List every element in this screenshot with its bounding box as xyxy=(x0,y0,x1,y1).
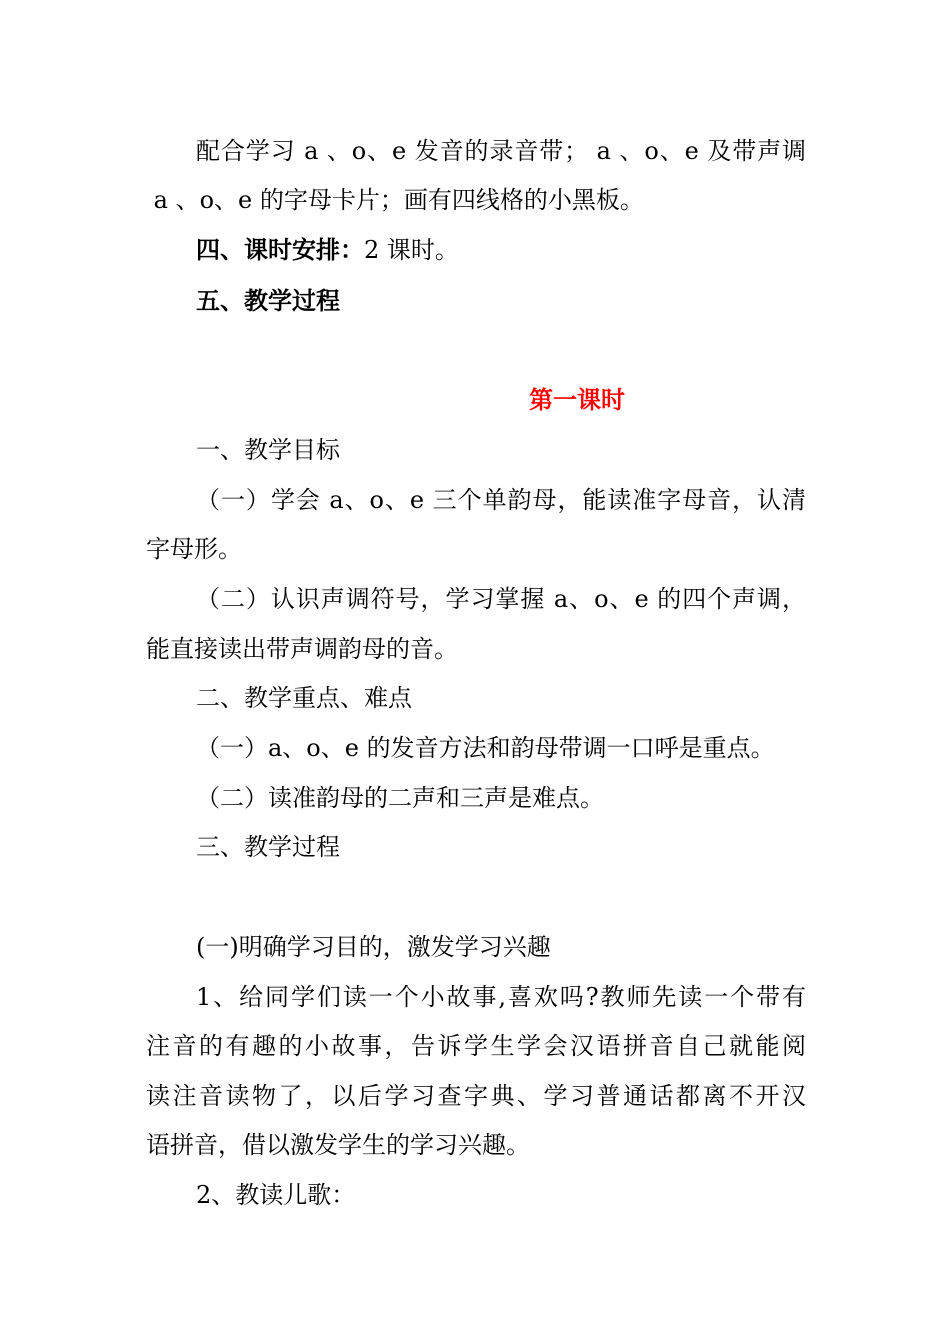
section-4-value: 2 课时。 xyxy=(364,236,459,264)
paragraph-1-line-1: 1、给同学们读一个小故事,喜欢吗?教师先读一个带有 xyxy=(196,983,806,1011)
paragraph-2: 2、教读儿歌： xyxy=(196,1181,356,1209)
process-heading: 三、教学过程 xyxy=(196,833,340,861)
goals-heading: 一、教学目标 xyxy=(196,436,340,464)
section-5-heading: 五、教学过程 xyxy=(196,286,340,315)
paragraph-1-line-2: 注音的有趣的小故事，告诉学生学会汉语拼音自己就能阅 xyxy=(146,1032,806,1060)
key-point-1: （一）a、o、e 的发音方法和韵母带调一口呼是重点。 xyxy=(196,734,775,762)
goal-2-line-2: 能直接读出带声调韵母的音。 xyxy=(146,635,458,663)
paragraph-1-line-4: 语拼音，借以激发学生的学习兴趣。 xyxy=(146,1131,530,1159)
section-4-heading: 四、课时安排： xyxy=(196,235,364,264)
key-points-heading: 二、教学重点、难点 xyxy=(196,684,412,712)
lesson-title: 第一课时 xyxy=(529,385,625,414)
paragraph-1-line-3: 读注音读物了，以后学习查字典、学习普通话都离不开汉 xyxy=(146,1082,806,1110)
goal-1-line-1: （一）学会 a、o、e 三个单韵母，能读准字母音，认清 xyxy=(196,486,806,514)
goal-2-line-1: （二）认识声调符号，学习掌握 a、o、e 的四个声调， xyxy=(196,585,806,613)
goal-1-line-2: 字母形。 xyxy=(146,535,242,563)
intro-line-2: a 、o、e 的字母卡片；画有四线格的小黑板。 xyxy=(146,186,644,214)
process-step-1-heading: (一)明确学习目的，激发学习兴趣 xyxy=(196,933,551,961)
section-4-schedule xyxy=(196,234,806,266)
intro-line-1: 配合学习 a 、o、e 发音的录音带； a 、o、e 及带声调 xyxy=(196,137,806,165)
key-point-2: （二）读准韵母的二声和三声是难点。 xyxy=(196,784,604,812)
